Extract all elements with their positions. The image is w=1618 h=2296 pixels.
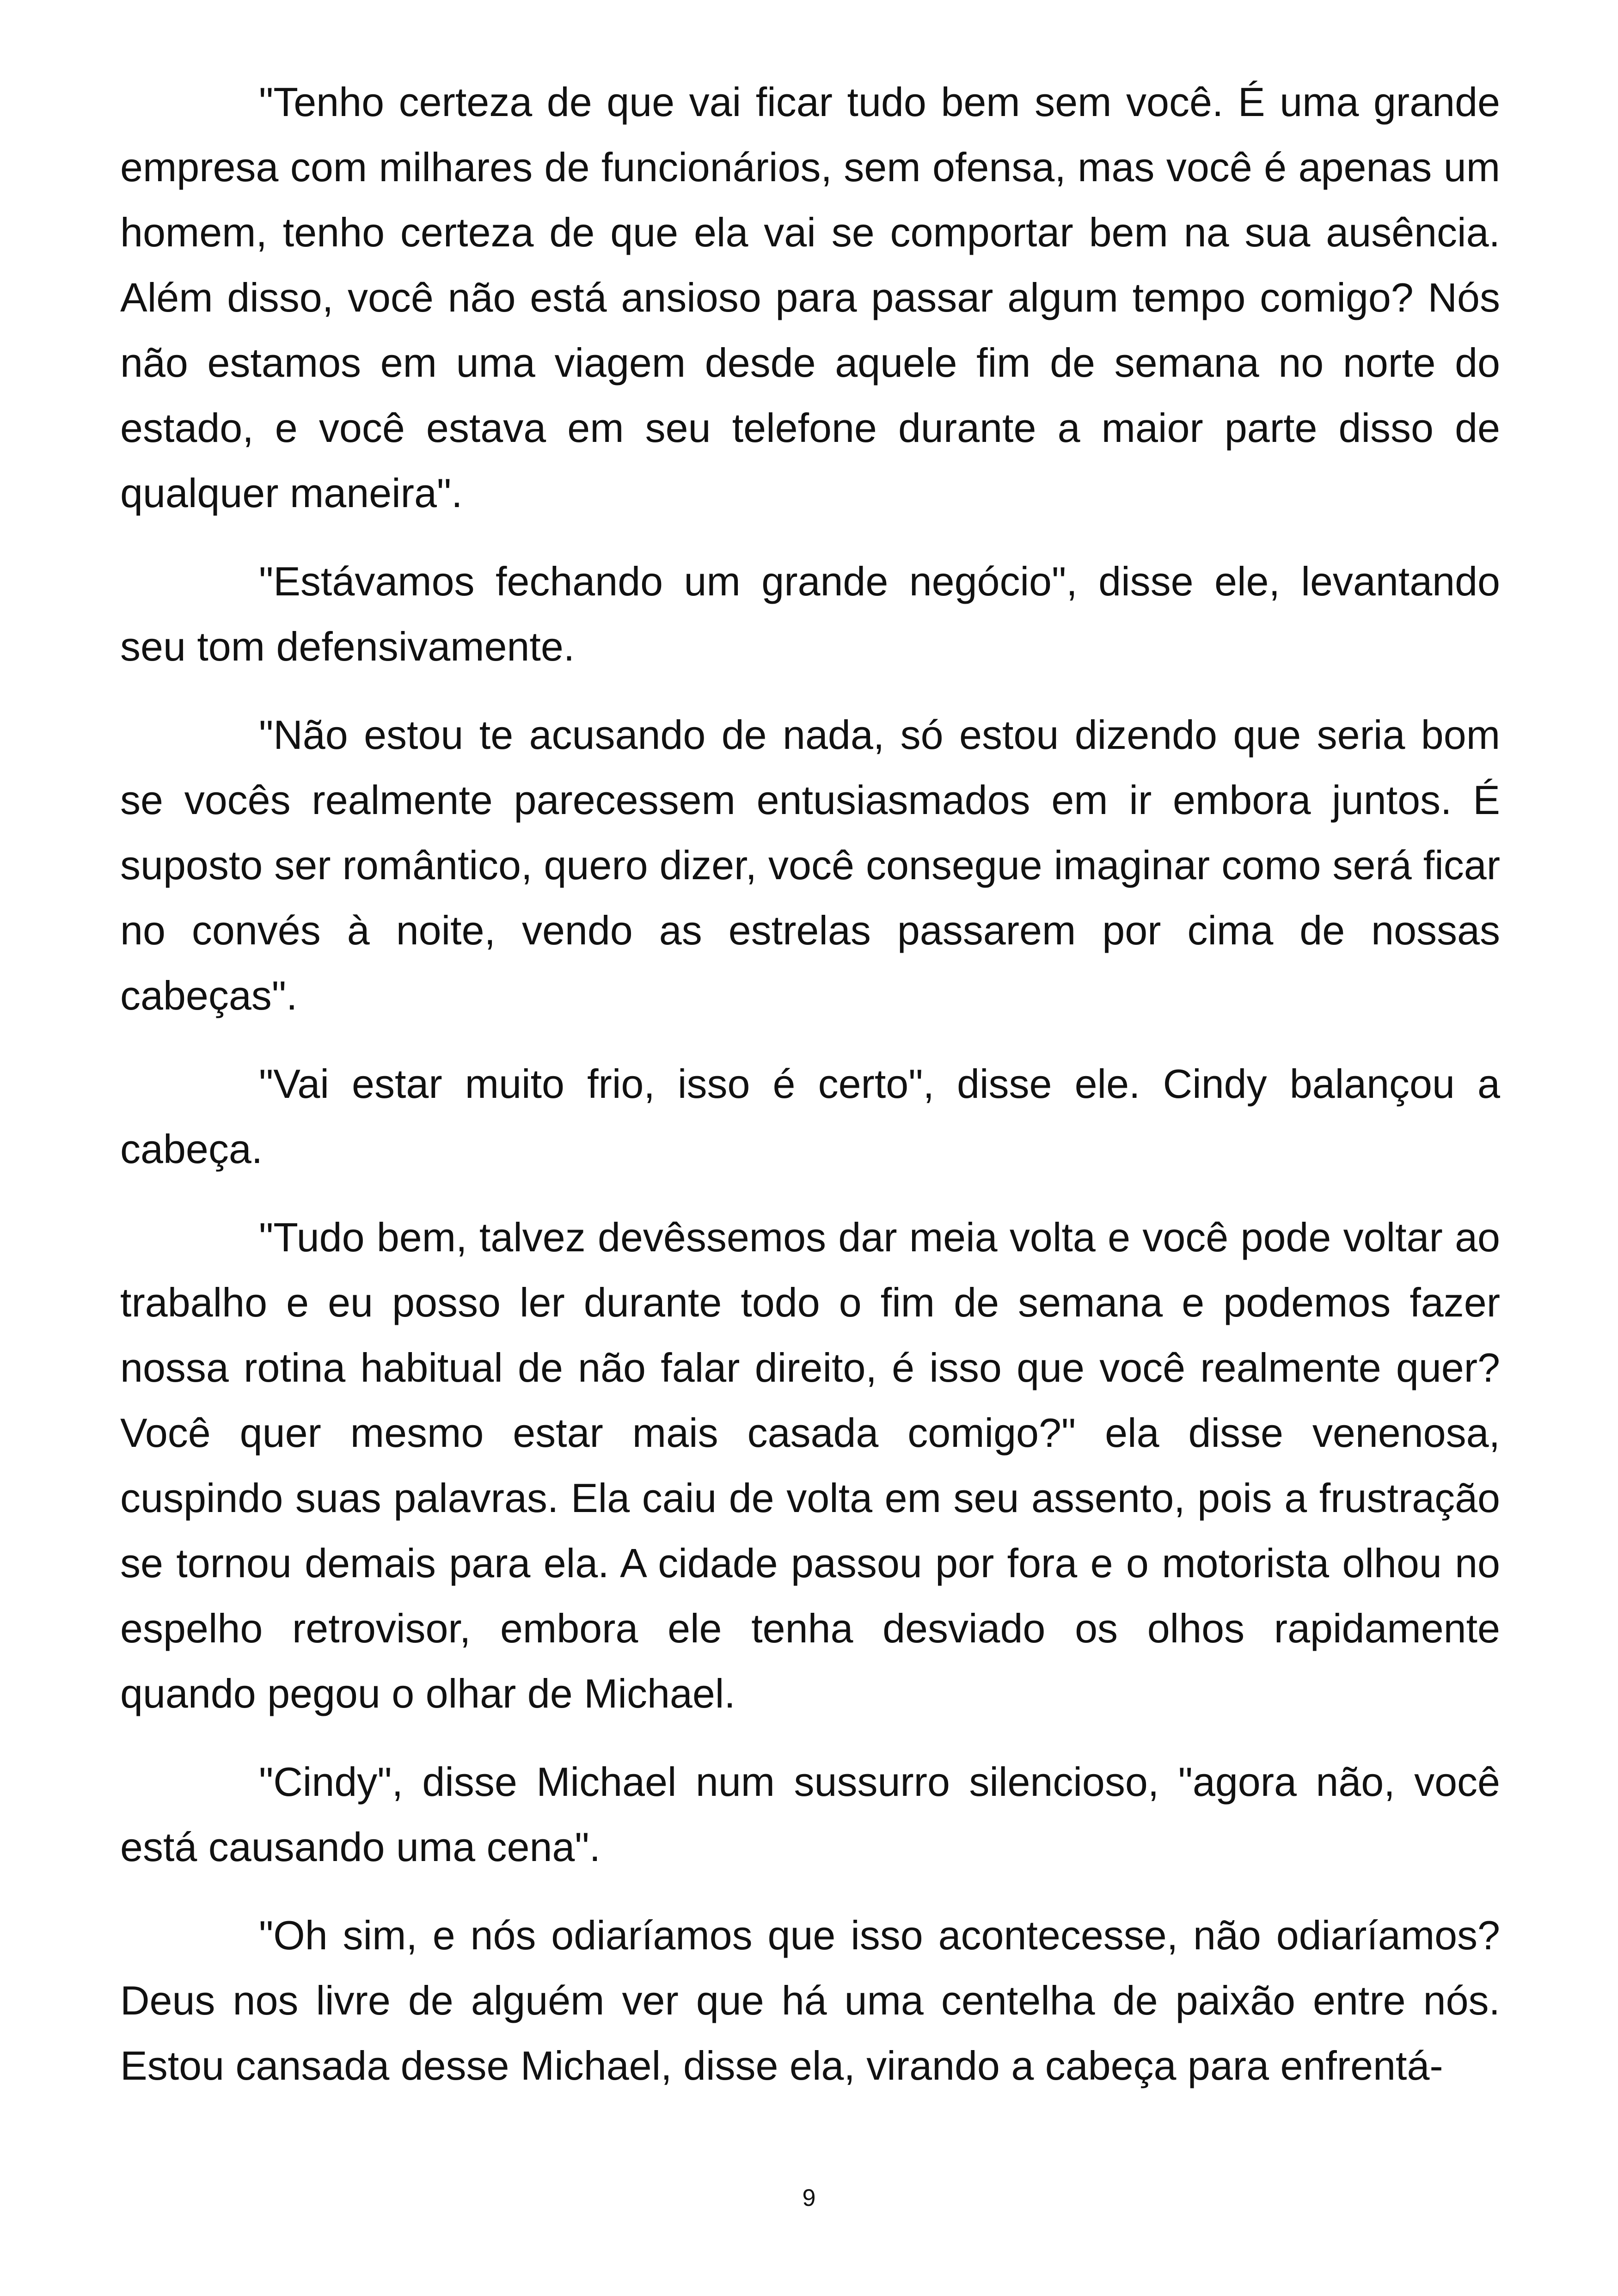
paragraph-6: "Cindy", disse Michael num sussurro silencioso, "agora não, você está causando uma cena". [120, 1759, 1500, 1870]
page-number: 9 [802, 2185, 816, 2211]
paragraph-2: "Estávamos fechando um grande negócio", disse ele, levantando seu tom defensivamente. [120, 558, 1500, 669]
paragraph-5: "Tudo bem, talvez devêssemos dar meia volta e você pode voltar ao trabalho e eu posso ler durante todo o fim de semana e podemos fazer nossa rotina habitual de não falar direito, é isso que você realmente quer? Você quer mesmo estar mais casada comigo?" ela disse venenosa, cuspindo suas palavras. Ela caiu de volta em seu assento, pois a frustração se tornou demais para ela. A cidade passou por fora e o motorista olhou no espelho retrovisor, embora ele tenha desviado os olhos rapidamente quando pegou o olhar de Michael. [120, 1214, 1500, 1716]
paragraph-4: "Vai estar muito frio, isso é certo", disse ele. Cindy balançou a cabeça. [120, 1061, 1500, 1172]
paragraph-1: "Tenho certeza de que vai ficar tudo bem sem você. É uma grande empresa com milhares de funcionários, sem ofensa, mas você é apenas um homem, tenho certeza de que ela vai se comportar bem na sua ausência. Além disso, você não está ansioso para passar algum tempo comigo? Nós não estamos em uma viagem desde aquele fim de semana no norte do estado, e você estava em seu telefone durante a maior parte disso de qualquer maneira". [120, 79, 1500, 516]
body-text [120, 69, 1500, 2121]
paragraph-7: "Oh sim, e nós odiaríamos que isso acontecesse, não odiaríamos? Deus nos livre de alguém ver que há uma centelha de paixão entre nós. Estou cansada desse Michael, disse ela, virando a cabeça para enfrentá- [120, 1912, 1500, 2088]
paragraph-3: "Não estou te acusando de nada, só estou dizendo que seria bom se vocês realmente parecessem entusiasmados em ir embora juntos. É suposto ser romântico, quero dizer, você consegue imaginar como será ficar no convés à noite, vendo as estrelas passarem por cima de nossas cabeças". [120, 712, 1500, 1018]
